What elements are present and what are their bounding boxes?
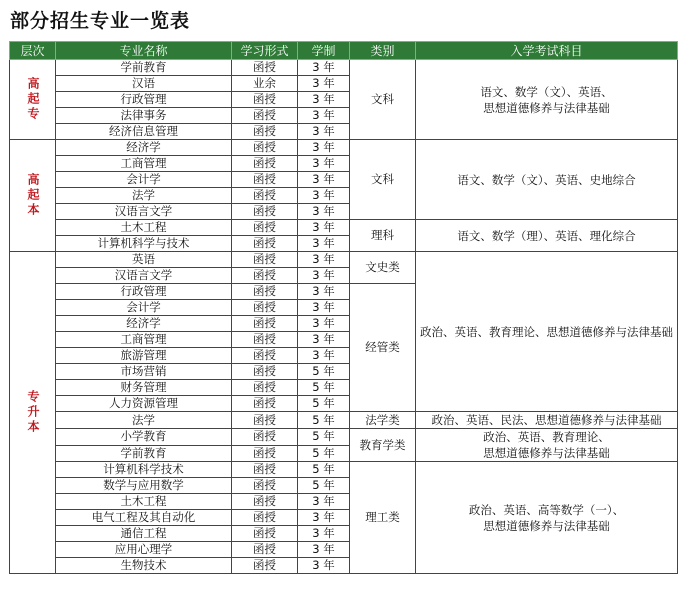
duration-cell: 5 年	[298, 445, 350, 462]
major-cell: 汉语言文学	[56, 204, 232, 220]
study-form-cell: 函授	[232, 332, 298, 348]
duration-cell: 3 年	[298, 316, 350, 332]
study-form-cell: 函授	[232, 510, 298, 526]
exam-subjects-cell: 政治、英语、教育理论、 思想道德修养与法律基础	[416, 429, 678, 462]
duration-cell: 3 年	[298, 172, 350, 188]
major-cell: 应用心理学	[56, 542, 232, 558]
study-form-cell: 函授	[232, 316, 298, 332]
major-cell: 法学	[56, 412, 232, 429]
study-form-cell: 函授	[232, 462, 298, 478]
major-cell: 人力资源管理	[56, 396, 232, 412]
major-cell: 行政管理	[56, 284, 232, 300]
study-form-cell: 函授	[232, 140, 298, 156]
exam-subjects-cell: 政治、英语、高等数学（一）、 思想道德修养与法律基础	[416, 462, 678, 574]
exam-subjects-cell: 语文、数学（文）、英语、 思想道德修养与法律基础	[416, 60, 678, 140]
major-cell: 英语	[56, 252, 232, 268]
study-form-cell: 函授	[232, 558, 298, 574]
study-form-cell: 函授	[232, 284, 298, 300]
major-cell: 土木工程	[56, 494, 232, 510]
major-cell: 汉语言文学	[56, 268, 232, 284]
majors-table	[9, 41, 678, 574]
table-row	[10, 60, 678, 76]
study-form-cell: 函授	[232, 60, 298, 76]
study-form-cell: 函授	[232, 542, 298, 558]
duration-cell: 3 年	[298, 188, 350, 204]
major-cell: 电气工程及其自动化	[56, 510, 232, 526]
duration-cell: 5 年	[298, 364, 350, 380]
study-form-cell: 函授	[232, 364, 298, 380]
table-row	[10, 412, 678, 429]
duration-cell: 3 年	[298, 236, 350, 252]
study-form-cell: 函授	[232, 124, 298, 140]
major-cell: 会计学	[56, 172, 232, 188]
study-form-cell: 函授	[232, 412, 298, 429]
study-form-cell: 函授	[232, 380, 298, 396]
major-cell: 汉语	[56, 76, 232, 92]
study-form-cell: 函授	[232, 204, 298, 220]
category-cell: 教育学类	[350, 429, 416, 462]
major-cell: 经济学	[56, 140, 232, 156]
duration-cell: 3 年	[298, 204, 350, 220]
study-form-cell: 函授	[232, 220, 298, 236]
major-cell: 旅游管理	[56, 348, 232, 364]
header-duration: 学制	[298, 42, 350, 60]
header-study-form: 学习形式	[232, 42, 298, 60]
table-row	[10, 462, 678, 478]
category-cell: 文科	[350, 60, 416, 140]
major-cell: 行政管理	[56, 92, 232, 108]
duration-cell: 3 年	[298, 76, 350, 92]
duration-cell: 3 年	[298, 542, 350, 558]
table-header-row	[10, 42, 678, 60]
table-row	[10, 140, 678, 156]
category-cell: 理工类	[350, 462, 416, 574]
study-form-cell: 函授	[232, 236, 298, 252]
study-form-cell: 函授	[232, 348, 298, 364]
table-row	[10, 220, 678, 236]
study-form-cell: 函授	[232, 445, 298, 462]
study-form-cell: 函授	[232, 252, 298, 268]
category-cell: 经管类	[350, 284, 416, 412]
study-form-cell: 函授	[232, 92, 298, 108]
category-cell: 文科	[350, 140, 416, 220]
duration-cell: 3 年	[298, 92, 350, 108]
header-exam-subjects: 入学考试科目	[416, 42, 678, 60]
duration-cell: 3 年	[298, 252, 350, 268]
category-cell: 理科	[350, 220, 416, 252]
header-major: 专业名称	[56, 42, 232, 60]
study-form-cell: 函授	[232, 429, 298, 446]
level-cell: 高起专	[10, 60, 56, 140]
major-cell: 财务管理	[56, 380, 232, 396]
major-cell: 学前教育	[56, 445, 232, 462]
duration-cell: 3 年	[298, 108, 350, 124]
duration-cell: 3 年	[298, 332, 350, 348]
category-cell: 文史类	[350, 252, 416, 284]
major-cell: 法律事务	[56, 108, 232, 124]
exam-subjects-cell: 政治、英语、教育理论、思想道德修养与法律基础	[416, 252, 678, 412]
duration-cell: 3 年	[298, 140, 350, 156]
major-cell: 工商管理	[56, 156, 232, 172]
exam-subjects-cell: 政治、英语、民法、思想道德修养与法律基础	[416, 412, 678, 429]
duration-cell: 3 年	[298, 284, 350, 300]
duration-cell: 5 年	[298, 412, 350, 429]
duration-cell: 3 年	[298, 60, 350, 76]
duration-cell: 5 年	[298, 429, 350, 446]
duration-cell: 3 年	[298, 348, 350, 364]
duration-cell: 3 年	[298, 124, 350, 140]
study-form-cell: 函授	[232, 478, 298, 494]
exam-subjects-cell: 语文、数学（文）、英语、史地综合	[416, 140, 678, 220]
category-cell: 法学类	[350, 412, 416, 429]
major-cell: 经济信息管理	[56, 124, 232, 140]
page-title: 部分招生专业一览表	[10, 10, 191, 32]
table-row	[10, 429, 678, 446]
study-form-cell: 函授	[232, 494, 298, 510]
study-form-cell: 函授	[232, 172, 298, 188]
major-cell: 数学与应用数学	[56, 478, 232, 494]
major-cell: 学前教育	[56, 60, 232, 76]
major-cell: 计算机科学技术	[56, 462, 232, 478]
duration-cell: 5 年	[298, 462, 350, 478]
duration-cell: 3 年	[298, 268, 350, 284]
major-cell: 会计学	[56, 300, 232, 316]
study-form-cell: 函授	[232, 396, 298, 412]
table-body	[10, 60, 678, 574]
table-row	[10, 252, 678, 268]
duration-cell: 3 年	[298, 156, 350, 172]
study-form-cell: 函授	[232, 108, 298, 124]
level-cell: 高起本	[10, 140, 56, 252]
study-form-cell: 函授	[232, 300, 298, 316]
duration-cell: 5 年	[298, 478, 350, 494]
duration-cell: 3 年	[298, 510, 350, 526]
study-form-cell: 业余	[232, 76, 298, 92]
major-cell: 经济学	[56, 316, 232, 332]
major-cell: 土木工程	[56, 220, 232, 236]
header-category: 类别	[350, 42, 416, 60]
duration-cell: 5 年	[298, 396, 350, 412]
major-cell: 市场营销	[56, 364, 232, 380]
major-cell: 工商管理	[56, 332, 232, 348]
study-form-cell: 函授	[232, 526, 298, 542]
duration-cell: 3 年	[298, 558, 350, 574]
duration-cell: 5 年	[298, 380, 350, 396]
major-cell: 计算机科学与技术	[56, 236, 232, 252]
major-cell: 法学	[56, 188, 232, 204]
exam-subjects-cell: 语文、数学（理）、英语、理化综合	[416, 220, 678, 252]
study-form-cell: 函授	[232, 156, 298, 172]
major-cell: 生物技术	[56, 558, 232, 574]
study-form-cell: 函授	[232, 188, 298, 204]
header-level: 层次	[10, 42, 56, 60]
duration-cell: 3 年	[298, 494, 350, 510]
duration-cell: 3 年	[298, 526, 350, 542]
duration-cell: 3 年	[298, 300, 350, 316]
duration-cell: 3 年	[298, 220, 350, 236]
level-cell: 专升本	[10, 252, 56, 574]
study-form-cell: 函授	[232, 268, 298, 284]
major-cell: 通信工程	[56, 526, 232, 542]
major-cell: 小学教育	[56, 429, 232, 446]
